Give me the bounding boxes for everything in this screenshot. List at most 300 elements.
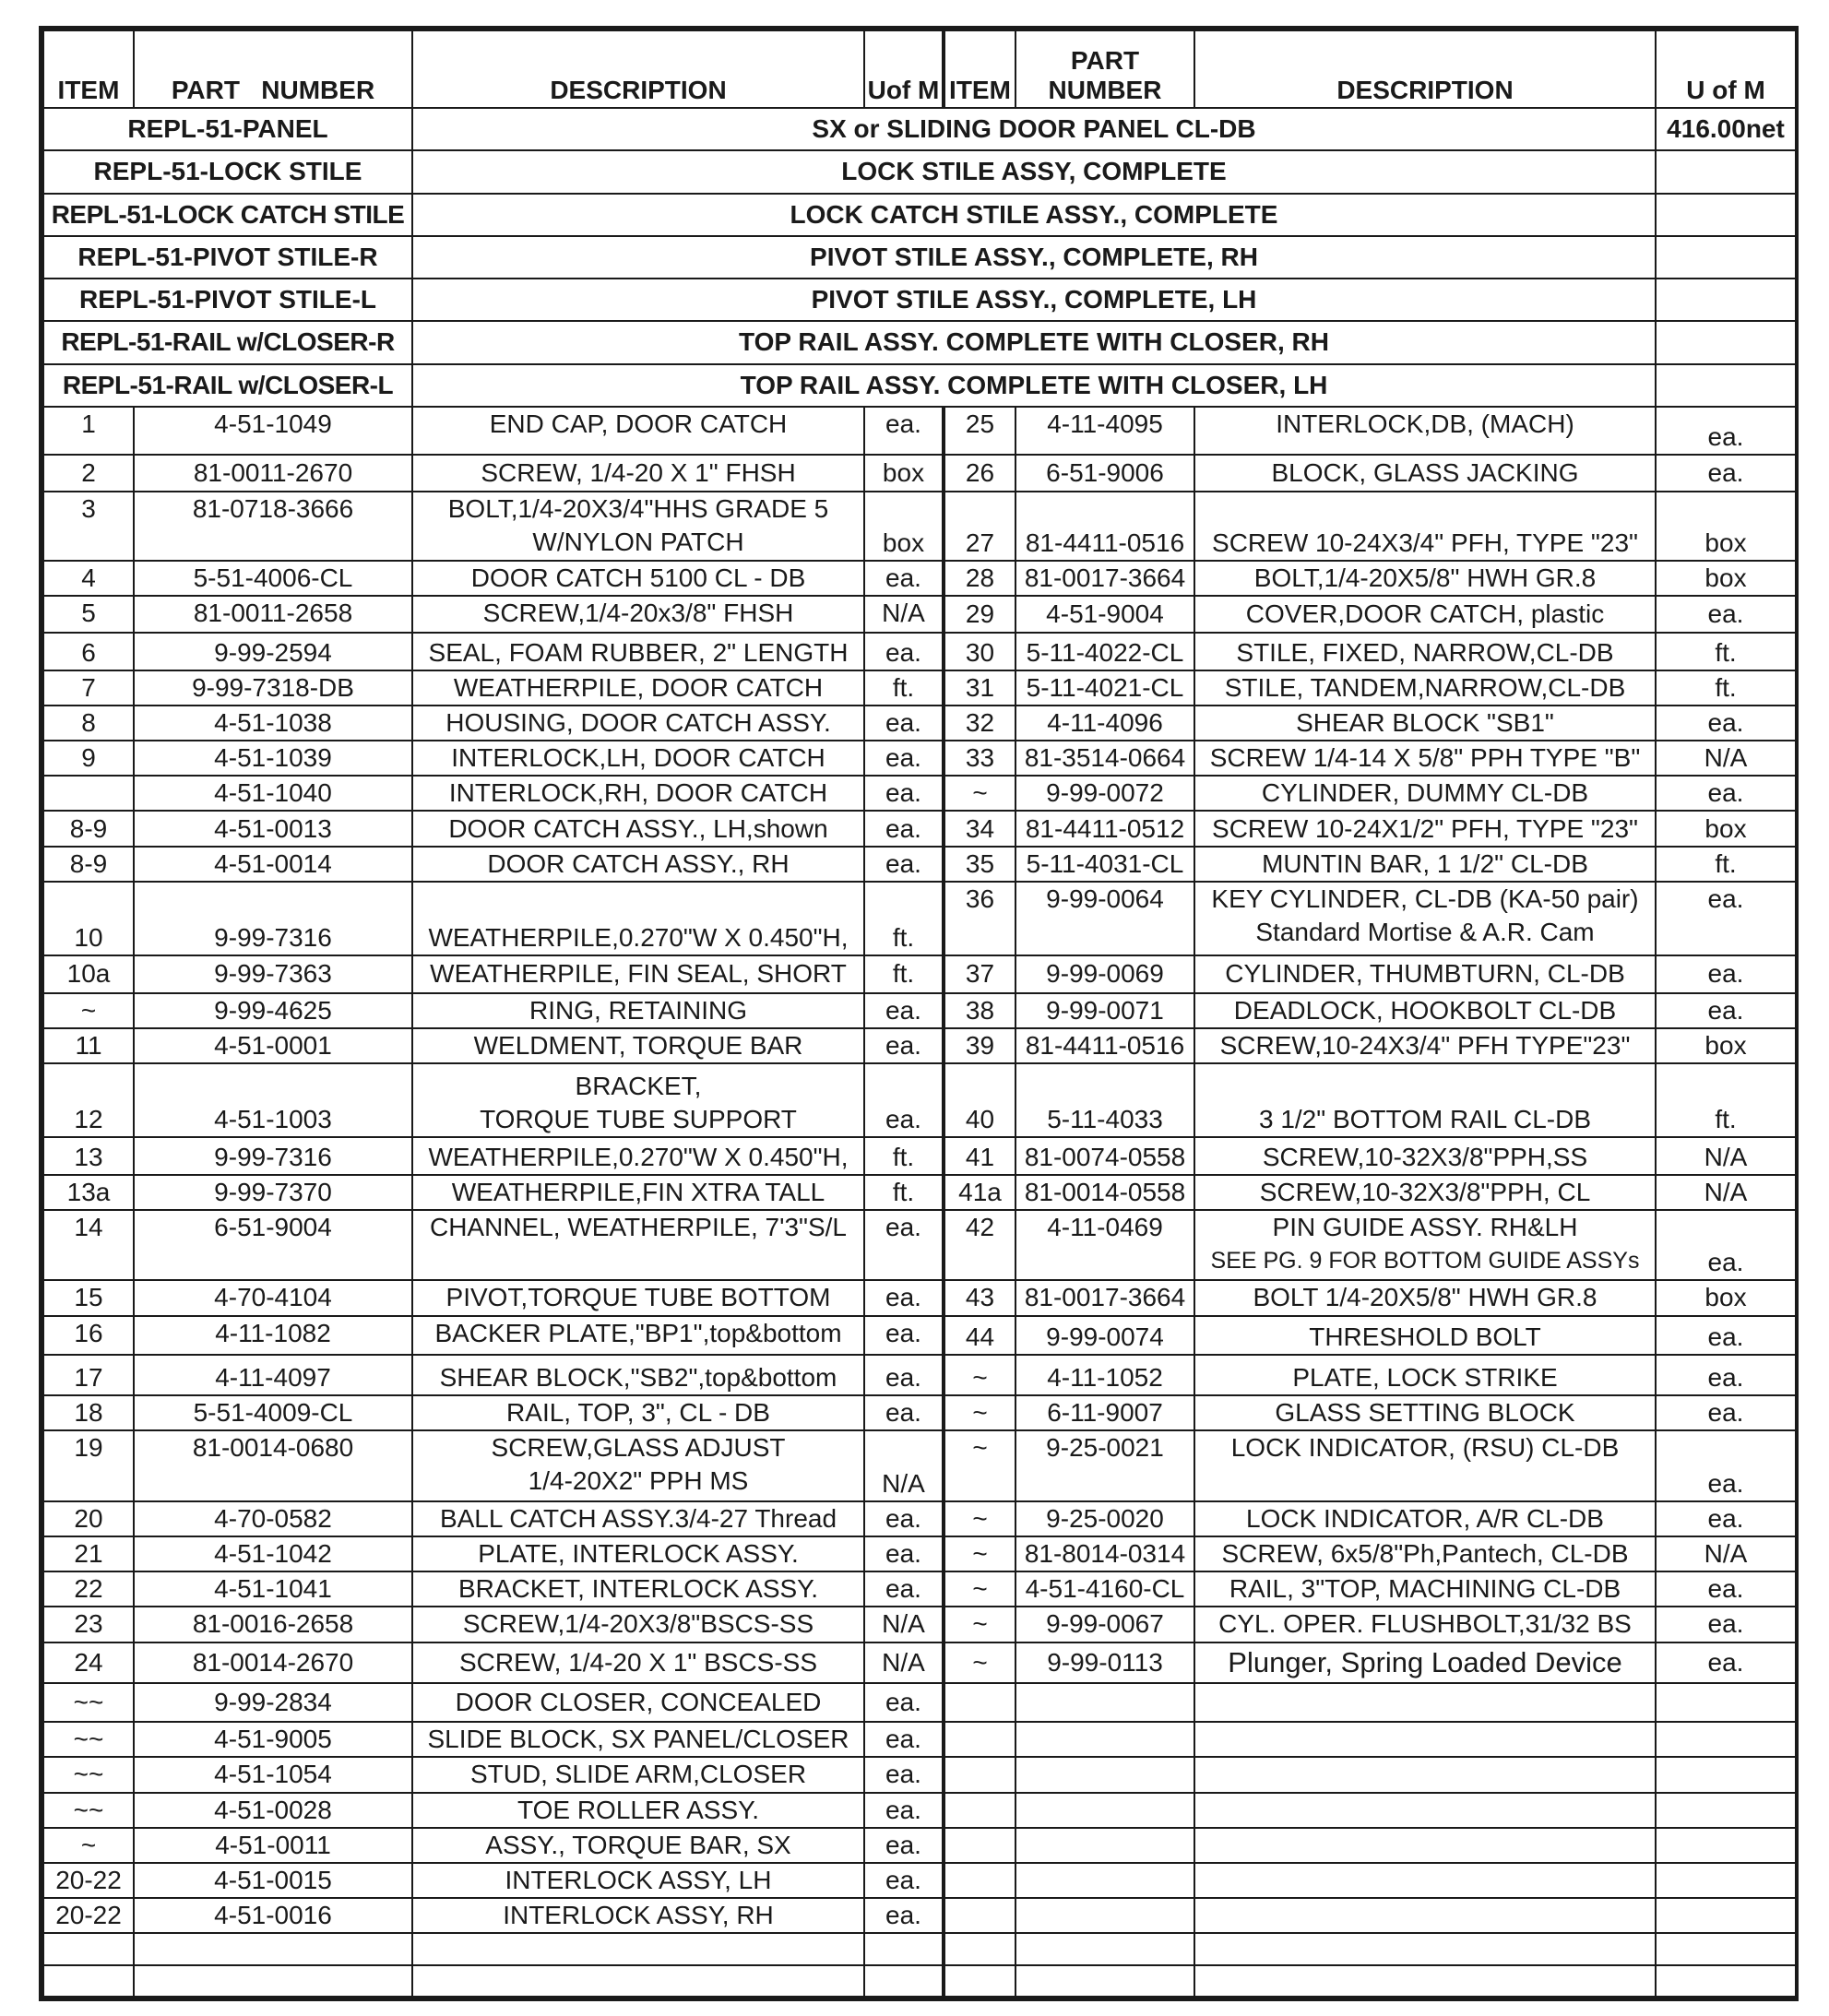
part-number-2 <box>1015 1898 1194 1933</box>
description <box>412 1642 864 1683</box>
part-number-2: 4-11-1052 <box>1015 1355 1194 1395</box>
part-number-2 <box>1015 1722 1194 1757</box>
item-number: 18 <box>43 1395 134 1430</box>
unit-of-measure-2: box <box>1656 1280 1796 1315</box>
description-line: INTERLOCK ASSY, LH <box>505 1866 772 1895</box>
description-line: SCREW 1/4-14 X 5/8" PPH TYPE "B" <box>1209 743 1641 773</box>
description <box>412 1722 864 1757</box>
item-number: 24 <box>43 1642 134 1683</box>
description-line: SHEAR BLOCK,"SB2",top&bottom <box>439 1363 837 1393</box>
description-line: THRESHOLD BOLT <box>1309 1322 1541 1351</box>
item-number-2: 28 <box>944 561 1015 596</box>
table-row <box>43 776 1796 811</box>
table-row <box>43 1137 1796 1174</box>
part-number: 81-0014-0680 <box>134 1430 412 1500</box>
item-number-2: 42 <box>944 1210 1015 1280</box>
part-number-2: 81-8014-0314 <box>1015 1536 1194 1571</box>
assembly-part-number: REPL-51-RAIL w/CLOSER-L <box>43 364 412 407</box>
part-number-2: 5-11-4021-CL <box>1015 670 1194 706</box>
part-number-2: 9-99-0072 <box>1015 776 1194 811</box>
table-row <box>43 1933 1796 1964</box>
table-row <box>43 1642 1796 1683</box>
parts-table <box>42 30 1797 1998</box>
description <box>412 741 864 776</box>
item-number: 16 <box>43 1316 134 1355</box>
description-line: SCREW,10-24X3/4" PFH TYPE"23" <box>1219 1030 1631 1060</box>
unit-of-measure: box <box>864 492 944 560</box>
unit-of-measure-2: ea. <box>1656 882 1796 955</box>
assembly-description: PIVOT STILE ASSY., COMPLETE, RH <box>412 236 1656 279</box>
item-number-2 <box>944 1863 1015 1898</box>
item-number-2: ~ <box>944 1607 1015 1642</box>
unit-of-measure: ea. <box>864 1571 944 1607</box>
description-line: DOOR CLOSER, CONCEALED <box>455 1687 822 1716</box>
unit-of-measure: ea. <box>864 1316 944 1355</box>
part-number: 9-99-7370 <box>134 1175 412 1210</box>
description-line: SLIDE BLOCK, SX PANEL/CLOSER <box>427 1725 849 1754</box>
assembly-part-number: REPL-51-PIVOT STILE-R <box>43 236 412 279</box>
part-number: 4-51-0016 <box>134 1898 412 1933</box>
assembly-uom <box>1656 321 1796 363</box>
description-2 <box>1194 1828 1656 1863</box>
assembly-part-number: REPL-51-RAIL w/CLOSER-R <box>43 321 412 363</box>
table-row <box>43 1757 1796 1792</box>
description-2 <box>1194 1175 1656 1210</box>
unit-of-measure-2 <box>1656 1683 1796 1722</box>
table-row <box>43 882 1796 955</box>
table-row <box>43 1863 1796 1898</box>
description-2 <box>1194 1028 1656 1063</box>
table-row <box>43 1722 1796 1757</box>
part-number: 81-0014-2670 <box>134 1642 412 1683</box>
description-line: CYLINDER, DUMMY CL-DB <box>1261 778 1589 808</box>
unit-of-measure: ea. <box>864 1793 944 1828</box>
unit-of-measure-2: ft. <box>1656 633 1796 670</box>
unit-of-measure-2: ea. <box>1656 1430 1796 1500</box>
description <box>412 1137 864 1174</box>
description-line: SCREW,1/4-20X3/8"BSCS-SS <box>462 1609 814 1639</box>
item-number: 13a <box>43 1175 134 1210</box>
assembly-row <box>43 108 1796 150</box>
description-line: RAIL, TOP, 3", CL - DB <box>506 1398 770 1428</box>
description <box>412 1683 864 1722</box>
item-number: 11 <box>43 1028 134 1063</box>
part-number-2 <box>1015 1793 1194 1828</box>
description <box>412 776 864 811</box>
part-number: 9-99-2594 <box>134 633 412 670</box>
unit-of-measure-2 <box>1656 1793 1796 1828</box>
description-line: 1/4-20X2" PPH MS <box>528 1466 749 1496</box>
unit-of-measure: ea. <box>864 1210 944 1280</box>
unit-of-measure: N/A <box>864 1642 944 1683</box>
description-2 <box>1194 1571 1656 1607</box>
part-number: 4-51-0014 <box>134 847 412 882</box>
part-number: 4-51-0013 <box>134 811 412 846</box>
unit-of-measure: ft. <box>864 882 944 955</box>
part-number-2 <box>1015 1683 1194 1722</box>
description-line: LOCK INDICATOR, (RSU) CL-DB <box>1230 1433 1620 1463</box>
part-number: 4-51-0001 <box>134 1028 412 1063</box>
part-number: 4-51-0011 <box>134 1828 412 1863</box>
unit-of-measure: ea. <box>864 847 944 882</box>
header-description-2: DESCRIPTION <box>1194 30 1656 108</box>
item-number: 10 <box>43 882 134 955</box>
header-part-number-2 <box>1015 30 1194 108</box>
item-number: 20 <box>43 1501 134 1536</box>
assembly-row <box>43 364 1796 407</box>
part-number-2: 4-11-4095 <box>1015 407 1194 455</box>
description-2 <box>1194 1933 1656 1964</box>
description-line: RAIL, 3"TOP, MACHINING CL-DB <box>1229 1574 1621 1604</box>
item-number: 22 <box>43 1571 134 1607</box>
description-2 <box>1194 955 1656 992</box>
part-number-2: 81-4411-0512 <box>1015 811 1194 846</box>
assembly-part-number: REPL-51-PIVOT STILE-L <box>43 279 412 321</box>
part-rows <box>43 407 1796 1997</box>
assembly-part-number: REPL-51-PANEL <box>43 108 412 150</box>
description-line: INTERLOCK,LH, DOOR CATCH <box>451 743 825 773</box>
item-number-2 <box>944 1757 1015 1792</box>
unit-of-measure-2 <box>1656 1965 1796 1997</box>
assembly-description: PIVOT STILE ASSY., COMPLETE, LH <box>412 279 1656 321</box>
table-row <box>43 1395 1796 1430</box>
description-2 <box>1194 1536 1656 1571</box>
unit-of-measure-2: ea. <box>1656 1571 1796 1607</box>
description <box>412 1501 864 1536</box>
description <box>412 1175 864 1210</box>
description-line: BALL CATCH ASSY.3/4-27 Thread <box>439 1503 837 1533</box>
description-line: BOLT,1/4-20X3/4"HHS GRADE 5 <box>447 494 829 524</box>
description-line: STUD, SLIDE ARM,CLOSER <box>469 1760 807 1789</box>
unit-of-measure-2: ea. <box>1656 455 1796 492</box>
part-number-2: 81-0017-3664 <box>1015 561 1194 596</box>
assembly-part-number: REPL-51-LOCK CATCH STILE <box>43 194 412 236</box>
description-line: WELDMENT, TORQUE BAR <box>473 1030 803 1060</box>
part-number-2: 4-51-4160-CL <box>1015 1571 1194 1607</box>
unit-of-measure: ea. <box>864 1828 944 1863</box>
unit-of-measure-2: N/A <box>1656 1175 1796 1210</box>
item-number-2: ~ <box>944 1536 1015 1571</box>
description-line: RING, RETAINING <box>529 995 747 1025</box>
item-number: 17 <box>43 1355 134 1395</box>
description-line: BLOCK, GLASS JACKING <box>1271 458 1579 488</box>
unit-of-measure-2: ea. <box>1656 1395 1796 1430</box>
item-number: 19 <box>43 1430 134 1500</box>
description-2 <box>1194 407 1656 455</box>
item-number-2: ~ <box>944 776 1015 811</box>
description-line: DOOR CATCH ASSY., RH <box>487 848 790 878</box>
description <box>412 1210 864 1280</box>
unit-of-measure: ea. <box>864 1898 944 1933</box>
item-number-2: ~ <box>944 1571 1015 1607</box>
description-line: BACKER PLATE,"BP1",top&bottom <box>434 1318 842 1347</box>
unit-of-measure: ea. <box>864 407 944 455</box>
unit-of-measure-2: ea. <box>1656 1607 1796 1642</box>
description-line: HOUSING, DOOR CATCH ASSY. <box>445 707 831 737</box>
part-number <box>134 1965 412 1997</box>
description-line: SCREW 10-24X1/2" PFH, TYPE "23" <box>1212 813 1638 843</box>
unit-of-measure: N/A <box>864 1607 944 1642</box>
header-row <box>43 30 1796 108</box>
description <box>412 811 864 846</box>
description-2 <box>1194 1430 1656 1500</box>
unit-of-measure-2: ea. <box>1656 776 1796 811</box>
unit-of-measure-2: ft. <box>1656 1063 1796 1137</box>
item-number-2 <box>944 1722 1015 1757</box>
part-number: 9-99-4625 <box>134 993 412 1028</box>
description-line: CHANNEL, WEATHERPILE, 7'3"S/L <box>429 1212 847 1241</box>
part-number: 81-0718-3666 <box>134 492 412 560</box>
description-line: SCREW,GLASS ADJUST <box>491 1433 786 1463</box>
description <box>412 1063 864 1137</box>
unit-of-measure: ea. <box>864 1683 944 1722</box>
item-number-2: ~ <box>944 1501 1015 1536</box>
description-line: CYLINDER, THUMBTURN, CL-DB <box>1225 959 1625 989</box>
item-number: ~~ <box>43 1757 134 1792</box>
item-number: 20-22 <box>43 1863 134 1898</box>
part-number-2 <box>1015 1757 1194 1792</box>
item-number-2: ~ <box>944 1355 1015 1395</box>
part-number-2: 6-51-9006 <box>1015 455 1194 492</box>
unit-of-measure: ea. <box>864 1536 944 1571</box>
table-row <box>43 1828 1796 1863</box>
description-line: Standard Mortise & A.R. Cam <box>1255 917 1595 946</box>
unit-of-measure: ft. <box>864 1175 944 1210</box>
table-row <box>43 1571 1796 1607</box>
unit-of-measure-2: ea. <box>1656 1355 1796 1395</box>
part-number-2: 9-25-0020 <box>1015 1501 1194 1536</box>
description <box>412 1430 864 1500</box>
description-2 <box>1194 633 1656 670</box>
description-line: WEATHERPILE, FIN SEAL, SHORT <box>430 959 847 989</box>
part-number: 4-51-0015 <box>134 1863 412 1898</box>
unit-of-measure: ft. <box>864 955 944 992</box>
item-number <box>43 776 134 811</box>
description-line: SCREW, 1/4-20 X 1" BSCS-SS <box>458 1647 818 1677</box>
table-row <box>43 492 1796 560</box>
part-number-2 <box>1015 1933 1194 1964</box>
item-number-2: 25 <box>944 407 1015 455</box>
table-row <box>43 741 1796 776</box>
description <box>412 706 864 741</box>
unit-of-measure-2 <box>1656 1863 1796 1898</box>
part-number: 4-51-1054 <box>134 1757 412 1792</box>
part-number-2: 4-11-4096 <box>1015 706 1194 741</box>
part-number: 5-51-4009-CL <box>134 1395 412 1430</box>
part-number-2 <box>1015 1863 1194 1898</box>
assembly-description: SX or SLIDING DOOR PANEL CL-DB <box>412 108 1656 150</box>
item-number-2: 30 <box>944 633 1015 670</box>
item-number-2: 27 <box>944 492 1015 560</box>
description-line: DOOR CATCH 5100 CL - DB <box>470 563 806 592</box>
description-2 <box>1194 1355 1656 1395</box>
item-number: 13 <box>43 1137 134 1174</box>
item-number: 9 <box>43 741 134 776</box>
unit-of-measure: ea. <box>864 1863 944 1898</box>
description-line: PLATE, INTERLOCK ASSY. <box>478 1539 799 1569</box>
header-description: DESCRIPTION <box>412 30 864 108</box>
description-line: CYL. OPER. FLUSHBOLT,31/32 BS <box>1218 1609 1632 1639</box>
description-2 <box>1194 882 1656 955</box>
unit-of-measure-2: ea. <box>1656 596 1796 633</box>
table-row <box>43 1898 1796 1933</box>
item-number-2: ~ <box>944 1642 1015 1683</box>
part-number: 9-99-2834 <box>134 1683 412 1722</box>
description-2 <box>1194 1316 1656 1355</box>
unit-of-measure: ea. <box>864 1722 944 1757</box>
assembly-row <box>43 150 1796 193</box>
description <box>412 1933 864 1964</box>
description-2 <box>1194 706 1656 741</box>
item-number-2: 38 <box>944 993 1015 1028</box>
header-part-number-2-line1: PART <box>1070 46 1140 75</box>
part-number: 4-70-4104 <box>134 1280 412 1315</box>
assembly-description: TOP RAIL ASSY. COMPLETE WITH CLOSER, RH <box>412 321 1656 363</box>
unit-of-measure-2: N/A <box>1656 1137 1796 1174</box>
description <box>412 1316 864 1355</box>
table-row <box>43 706 1796 741</box>
unit-of-measure-2: ft. <box>1656 670 1796 706</box>
unit-of-measure: ea. <box>864 1063 944 1137</box>
description-2 <box>1194 776 1656 811</box>
description-line: LOCK INDICATOR, A/R CL-DB <box>1246 1503 1604 1533</box>
description-2 <box>1194 811 1656 846</box>
description-2 <box>1194 1757 1656 1792</box>
item-number: ~~ <box>43 1722 134 1757</box>
description-line: SCREW, 1/4-20 X 1" FHSH <box>481 458 796 488</box>
part-number-2: 81-4411-0516 <box>1015 1028 1194 1063</box>
unit-of-measure-2: ea. <box>1656 1642 1796 1683</box>
part-number: 9-99-7363 <box>134 955 412 992</box>
assembly-uom: 416.00net <box>1656 108 1796 150</box>
description-2 <box>1194 1722 1656 1757</box>
description <box>412 1607 864 1642</box>
unit-of-measure: ea. <box>864 633 944 670</box>
description-line: TOE ROLLER ASSY. <box>517 1795 759 1824</box>
part-number-2: 5-11-4031-CL <box>1015 847 1194 882</box>
description-2 <box>1194 1642 1656 1683</box>
table-row <box>43 1175 1796 1210</box>
description-2 <box>1194 1863 1656 1898</box>
unit-of-measure-2: N/A <box>1656 1536 1796 1571</box>
part-number-2: 9-99-0074 <box>1015 1316 1194 1355</box>
description-2 <box>1194 993 1656 1028</box>
description-line: PLATE, LOCK STRIKE <box>1292 1363 1558 1393</box>
unit-of-measure: ft. <box>864 1137 944 1174</box>
description-line: WEATHERPILE, DOOR CATCH <box>453 672 824 702</box>
description <box>412 670 864 706</box>
unit-of-measure-2: box <box>1656 1028 1796 1063</box>
part-number: 4-51-9005 <box>134 1722 412 1757</box>
description <box>412 1793 864 1828</box>
description <box>412 955 864 992</box>
assembly-description: LOCK STILE ASSY, COMPLETE <box>412 150 1656 193</box>
table-row <box>43 1607 1796 1642</box>
table-row <box>43 1683 1796 1722</box>
part-number-2: 9-99-0067 <box>1015 1607 1194 1642</box>
item-number: 3 <box>43 492 134 560</box>
table-row <box>43 811 1796 846</box>
description-line: INTERLOCK,DB, (MACH) <box>1276 409 1574 438</box>
item-number: 20-22 <box>43 1898 134 1933</box>
item-number-2: 34 <box>944 811 1015 846</box>
assembly-row <box>43 279 1796 321</box>
item-number-2: 31 <box>944 670 1015 706</box>
item-number-2: 44 <box>944 1316 1015 1355</box>
part-number-2: 6-11-9007 <box>1015 1395 1194 1430</box>
part-number-2 <box>1015 1965 1194 1997</box>
description <box>412 1028 864 1063</box>
part-number: 9-99-7316 <box>134 882 412 955</box>
item-number-2: 29 <box>944 596 1015 633</box>
item-number-2: 40 <box>944 1063 1015 1137</box>
part-number <box>134 1933 412 1964</box>
part-number: 6-51-9004 <box>134 1210 412 1280</box>
description-line: SEAL, FOAM RUBBER, 2" LENGTH <box>428 637 849 667</box>
header-item-2: ITEM <box>944 30 1015 108</box>
unit-of-measure-2: ea. <box>1656 955 1796 992</box>
item-number-2: 36 <box>944 882 1015 955</box>
part-number: 9-99-7316 <box>134 1137 412 1174</box>
unit-of-measure-2: N/A <box>1656 741 1796 776</box>
table-row <box>43 1028 1796 1063</box>
unit-of-measure: ea. <box>864 1395 944 1430</box>
description-line: DOOR CATCH ASSY., LH,shown <box>448 813 828 843</box>
unit-of-measure-2: ea. <box>1656 706 1796 741</box>
part-number-2: 9-99-0071 <box>1015 993 1194 1028</box>
description-line: STILE, TANDEM,NARROW,CL-DB <box>1224 672 1626 702</box>
table-row <box>43 847 1796 882</box>
assembly-uom <box>1656 364 1796 407</box>
description-2 <box>1194 847 1656 882</box>
part-number-2: 4-11-0469 <box>1015 1210 1194 1280</box>
part-number: 4-51-1038 <box>134 706 412 741</box>
description-line: WEATHERPILE,0.270"W X 0.450"H, <box>428 1142 849 1171</box>
description <box>412 1965 864 1997</box>
unit-of-measure-2 <box>1656 1722 1796 1757</box>
description <box>412 1395 864 1430</box>
description-line: 3 1/2" BOTTOM RAIL CL-DB <box>1258 1105 1592 1134</box>
description-2 <box>1194 670 1656 706</box>
table-row <box>43 955 1796 992</box>
description-2 <box>1194 1793 1656 1828</box>
unit-of-measure: ea. <box>864 1501 944 1536</box>
part-number-2: 81-0074-0558 <box>1015 1137 1194 1174</box>
description-2 <box>1194 1280 1656 1315</box>
item-number-2: 26 <box>944 455 1015 492</box>
part-number: 81-0011-2658 <box>134 596 412 633</box>
description-line: MUNTIN BAR, 1 1/2" CL-DB <box>1262 848 1588 878</box>
table-row <box>43 561 1796 596</box>
description-line: Plunger, Spring Loaded Device <box>1228 1645 1622 1678</box>
item-number: 8-9 <box>43 811 134 846</box>
table-row <box>43 455 1796 492</box>
item-number: 5 <box>43 596 134 633</box>
header-part-number-2-line2: NUMBER <box>1048 76 1162 104</box>
item-number <box>43 1933 134 1964</box>
unit-of-measure-2: ea. <box>1656 993 1796 1028</box>
unit-of-measure: ft. <box>864 670 944 706</box>
description-line: DEADLOCK, HOOKBOLT CL-DB <box>1233 995 1617 1025</box>
unit-of-measure-2 <box>1656 1933 1796 1964</box>
item-number: 23 <box>43 1607 134 1642</box>
item-number-2 <box>944 1933 1015 1964</box>
assembly-uom <box>1656 236 1796 279</box>
item-number-2 <box>944 1965 1015 1997</box>
description-2 <box>1194 1063 1656 1137</box>
description-line: SCREW,10-32X3/8"PPH, CL <box>1259 1177 1591 1206</box>
part-number-2: 81-3514-0664 <box>1015 741 1194 776</box>
